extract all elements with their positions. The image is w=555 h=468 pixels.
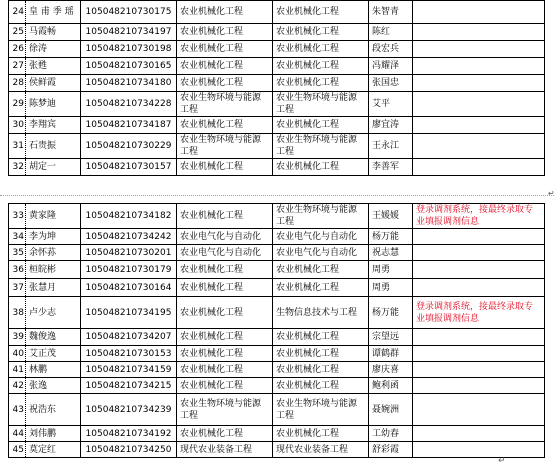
row-number: 44 <box>9 426 26 442</box>
row-number: 29 <box>9 92 26 117</box>
row-number: 41 <box>9 362 26 378</box>
research-direction: 农业机械化工程 <box>273 261 369 279</box>
tutor-name: 周勇 <box>369 279 413 297</box>
row-number: 43 <box>9 394 26 426</box>
table-row <box>9 92 545 117</box>
exam-id: 105048210734195 <box>81 297 177 329</box>
research-direction: 农业机械化工程 <box>273 58 369 75</box>
tutor-name: 杨万能 <box>369 229 413 245</box>
major: 农业生物环境与能源工程 <box>177 92 273 117</box>
research-direction: 现代农业装备工程 <box>273 442 369 458</box>
table-row <box>9 442 545 458</box>
table-row <box>9 245 545 261</box>
research-direction: 农业机械化工程 <box>273 346 369 362</box>
research-direction: 农业机械化工程 <box>273 329 369 346</box>
remark <box>413 92 545 117</box>
student-name: 皇 甫 季 瑶 <box>26 1 81 24</box>
exam-id: 105048210730153 <box>81 346 177 362</box>
tutor-name: 工幼春 <box>369 426 413 442</box>
remark <box>413 362 545 378</box>
remark <box>413 75 545 92</box>
remark <box>413 117 545 134</box>
table-row <box>9 204 545 229</box>
row-number: 33 <box>9 204 26 229</box>
major: 农业机械化工程 <box>177 1 273 24</box>
major: 农业机械化工程 <box>177 346 273 362</box>
exam-id: 105048210734159 <box>81 362 177 378</box>
table-row <box>9 117 545 134</box>
row-number: 38 <box>9 297 26 329</box>
major: 现代农业装备工程 <box>177 442 273 458</box>
remark <box>413 261 545 279</box>
table-row <box>9 229 545 245</box>
student-name: 李为坤 <box>26 229 81 245</box>
tutor-name: 祝志慧 <box>369 245 413 261</box>
row-number: 30 <box>9 117 26 134</box>
exam-id: 105048210730157 <box>81 159 177 176</box>
exam-id: 105048210734187 <box>81 117 177 134</box>
student-name: 张甦 <box>26 58 81 75</box>
remark <box>413 426 545 442</box>
tutor-name: 舒彩霞 <box>369 442 413 458</box>
research-direction: 农业机械化工程 <box>273 378 369 394</box>
major: 农业机械化工程 <box>177 426 273 442</box>
major: 农业生物环境与能源工程 <box>177 394 273 426</box>
student-name: 艾正茂 <box>26 346 81 362</box>
student-name: 莫定红 <box>26 442 81 458</box>
table-row <box>9 58 545 75</box>
exam-id: 105048210730175 <box>81 1 177 24</box>
remark <box>413 134 545 159</box>
major: 农业机械化工程 <box>177 362 273 378</box>
research-direction: 农业机械化工程 <box>273 24 369 41</box>
student-name: 黄家隆 <box>26 204 81 229</box>
research-direction: 生物信息技术与工程 <box>273 297 369 329</box>
tutor-name: 谭鹤群 <box>369 346 413 362</box>
student-name: 卢少志 <box>26 297 81 329</box>
remark <box>413 378 545 394</box>
exam-id: 105048210734239 <box>81 394 177 426</box>
remark <box>413 245 545 261</box>
row-number: 45 <box>9 442 26 458</box>
student-name: 祝浩东 <box>26 394 81 426</box>
remark <box>413 329 545 346</box>
exam-id: 105048210734207 <box>81 329 177 346</box>
table-row <box>9 378 545 394</box>
research-direction: 农业机械化工程 <box>273 75 369 92</box>
table-row <box>9 159 545 176</box>
table-row <box>9 297 545 329</box>
remark <box>413 394 545 426</box>
research-direction: 农业生物环境与能源工程 <box>273 92 369 117</box>
student-name: 石贵振 <box>26 134 81 159</box>
table-row <box>9 426 545 442</box>
row-number: 26 <box>9 41 26 58</box>
major: 农业电气化与自动化 <box>177 245 273 261</box>
row-number: 34 <box>9 229 26 245</box>
student-name: 胡定一 <box>26 159 81 176</box>
table-row <box>9 329 545 346</box>
table-row <box>9 394 545 426</box>
remark <box>413 279 545 297</box>
tutor-name: 廖宜涛 <box>369 117 413 134</box>
exam-id: 105048210730179 <box>81 261 177 279</box>
major: 农业机械化工程 <box>177 75 273 92</box>
exam-id: 105048210734215 <box>81 378 177 394</box>
tutor-name: 王永江 <box>369 134 413 159</box>
major: 农业机械化工程 <box>177 117 273 134</box>
table-row <box>9 75 545 92</box>
table-row <box>9 279 545 297</box>
research-direction: 农业机械化工程 <box>273 426 369 442</box>
table-row <box>9 346 545 362</box>
student-name: 李翔宾 <box>26 117 81 134</box>
remark <box>413 41 545 58</box>
research-direction: 农业机械化工程 <box>273 1 369 24</box>
student-name: 马霞畅 <box>26 24 81 41</box>
student-name: 桓皖彬 <box>26 261 81 279</box>
exam-id: 105048210734180 <box>81 75 177 92</box>
exam-id: 105048210734250 <box>81 442 177 458</box>
remark <box>413 58 545 75</box>
table-row <box>9 1 545 24</box>
table-row <box>9 41 545 58</box>
exam-id: 105048210730198 <box>81 41 177 58</box>
tutor-name: 段宏兵 <box>369 41 413 58</box>
table-row <box>9 134 545 159</box>
remark: 登录调剂系统，接最终录取专业填报调剂信息 <box>413 204 545 229</box>
admission-table-top <box>8 0 545 176</box>
tutor-name: 鲍利函 <box>369 378 413 394</box>
page-break-marker-icon: ↵ <box>548 189 555 198</box>
major: 农业机械化工程 <box>177 279 273 297</box>
exam-id: 105048210734242 <box>81 229 177 245</box>
major: 农业机械化工程 <box>177 41 273 58</box>
row-number: 28 <box>9 75 26 92</box>
student-name: 徐涛 <box>26 41 81 58</box>
major: 农业电气化与自动化 <box>177 229 273 245</box>
row-number: 32 <box>9 159 26 176</box>
student-name: 张慧月 <box>26 279 81 297</box>
remark <box>413 442 545 458</box>
major: 农业机械化工程 <box>177 261 273 279</box>
major: 农业机械化工程 <box>177 24 273 41</box>
major: 农业机械化工程 <box>177 297 273 329</box>
student-name: 魏俊逸 <box>26 329 81 346</box>
remark <box>413 229 545 245</box>
paragraph-mark-icon: ↵ <box>498 456 506 466</box>
tutor-name: 张国忠 <box>369 75 413 92</box>
student-name: 陈梦迪 <box>26 92 81 117</box>
row-number: 37 <box>9 279 26 297</box>
row-number: 27 <box>9 58 26 75</box>
exam-id: 105048210734197 <box>81 24 177 41</box>
table-row <box>9 24 545 41</box>
major: 农业机械化工程 <box>177 58 273 75</box>
row-number: 31 <box>9 134 26 159</box>
remark <box>413 346 545 362</box>
research-direction: 农业电气化与自动化 <box>273 245 369 261</box>
research-direction: 农业机械化工程 <box>273 159 369 176</box>
remark <box>413 24 545 41</box>
tutor-name: 朱智青 <box>369 1 413 24</box>
research-direction: 农业生物环境与能源工程 <box>273 134 369 159</box>
student-name: 林鹏 <box>26 362 81 378</box>
research-direction: 农业生物环境与能源工程 <box>273 204 369 229</box>
table-row <box>9 362 545 378</box>
table-row <box>9 261 545 279</box>
research-direction: 农业电气化与自动化 <box>273 229 369 245</box>
exam-id: 105048210730201 <box>81 245 177 261</box>
tutor-name: 周勇 <box>369 261 413 279</box>
row-number: 42 <box>9 378 26 394</box>
admission-table-bottom <box>8 203 545 458</box>
tutor-name: 冯耀泽 <box>369 58 413 75</box>
major: 农业机械化工程 <box>177 329 273 346</box>
major: 农业机械化工程 <box>177 378 273 394</box>
tutor-name: 杨万能 <box>369 297 413 329</box>
row-number: 35 <box>9 245 26 261</box>
student-name: 刘伟鹏 <box>26 426 81 442</box>
exam-id: 105048210734182 <box>81 204 177 229</box>
table-body-bottom <box>9 204 545 458</box>
research-direction: 农业机械化工程 <box>273 41 369 58</box>
exam-id: 105048210730164 <box>81 279 177 297</box>
research-direction: 农业生物环境与能源工程 <box>273 394 369 426</box>
row-number: 40 <box>9 346 26 362</box>
student-name: 余怀荪 <box>26 245 81 261</box>
major: 农业生物环境与能源工程 <box>177 134 273 159</box>
exam-id: 105048210730229 <box>81 134 177 159</box>
student-name: 张逸 <box>26 378 81 394</box>
page-break-line <box>0 195 554 196</box>
tutor-name: 廖庆喜 <box>369 362 413 378</box>
exam-id: 105048210734228 <box>81 92 177 117</box>
row-number: 25 <box>9 24 26 41</box>
major: 农业机械化工程 <box>177 159 273 176</box>
table-body-top <box>9 1 545 176</box>
tutor-name: 宗望远 <box>369 329 413 346</box>
tutor-name: 李善军 <box>369 159 413 176</box>
research-direction: 农业机械化工程 <box>273 279 369 297</box>
remark <box>413 159 545 176</box>
remark: 登录调剂系统，接最终录取专业填报调剂信息 <box>413 297 545 329</box>
major: 农业机械化工程 <box>177 204 273 229</box>
tutor-name: 王媛媛 <box>369 204 413 229</box>
tutor-name: 陈红 <box>369 24 413 41</box>
remark <box>413 1 545 24</box>
tutor-name: 聂婉洲 <box>369 394 413 426</box>
exam-id: 105048210730165 <box>81 58 177 75</box>
row-number: 36 <box>9 261 26 279</box>
exam-id: 105048210734192 <box>81 426 177 442</box>
research-direction: 农业机械化工程 <box>273 362 369 378</box>
row-number: 24 <box>9 1 26 24</box>
row-number: 39 <box>9 329 26 346</box>
tutor-name: 艾平 <box>369 92 413 117</box>
student-name: 侯鲜霞 <box>26 75 81 92</box>
research-direction: 农业机械化工程 <box>273 117 369 134</box>
